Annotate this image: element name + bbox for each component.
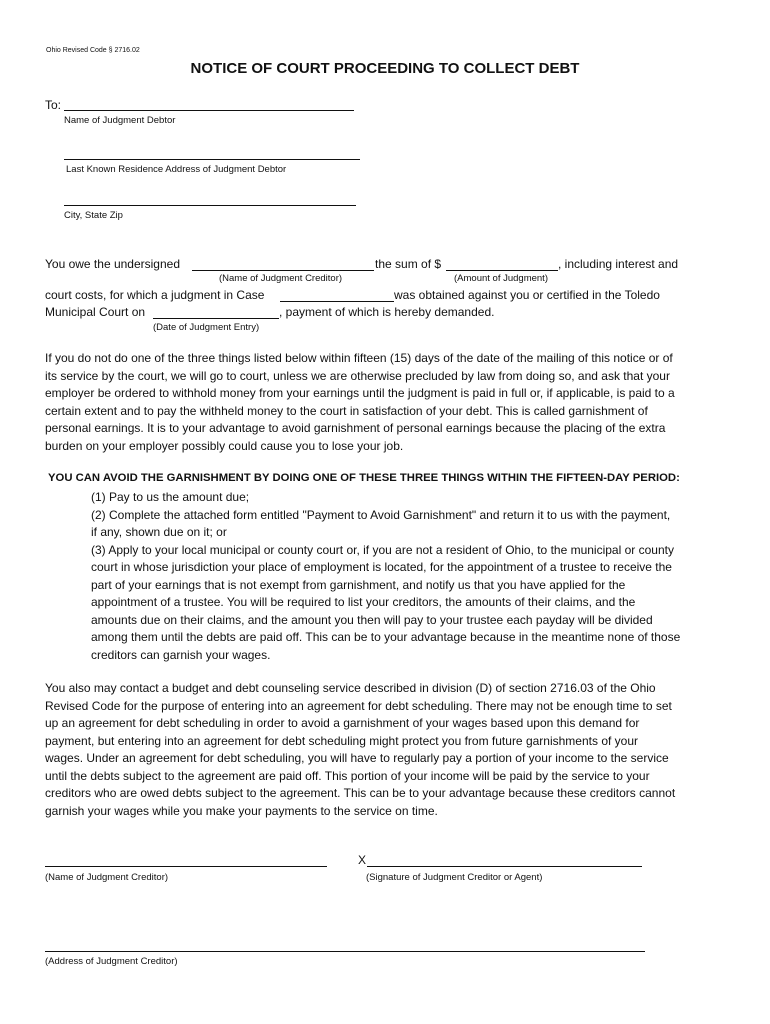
owe-line2-b: was obtained against you or certified in the Toledo [394,288,660,302]
paragraph-line: its service by the court, we will go to court, unless we are otherwise precluded by law from doing so, and ask that your [45,368,670,383]
option-line: appointment of a trustee. You will be required to list your creditors, the amounts of their claims, and the [91,595,636,609]
judgment-date-line[interactable] [153,318,279,319]
creditor-address-caption: (Address of Judgment Creditor) [45,956,178,967]
paragraph-line: wages. Under an agreement for debt scheduling, you will have to regularly pay a portion of your income to the service [45,751,669,765]
debtor-city-caption: City, State Zip [64,210,123,221]
signature-x-mark: X [358,853,367,867]
creditor-name-caption: (Name of Judgment Creditor) [219,273,343,284]
case-number-line[interactable] [280,301,394,302]
avoid-garnishment-heading: YOU CAN AVOID THE GARNISHMENT BY DOING ONE OF THESE THREE THINGS WITHIN THE FIFTEEN-DAY PERIOD: [48,472,680,484]
paragraph-line: creditors who are owed debts subject to the agreement. This can be to your advantage because these creditors cannot [45,786,676,800]
paragraph-line: employer be ordered to withhold money from your earnings until the judgment is paid in full or, if applicable, is paid to a [45,386,675,400]
amount-caption: (Amount of Judgment) [454,273,548,284]
owe-line3-b: , payment of which is hereby demanded. [279,305,495,319]
paragraph-line: payment, but entering into an agreement for debt scheduling might protect you from future garnishments of your [45,733,638,748]
creditor-name-signature-line[interactable] [45,866,327,867]
warning-paragraph [45,350,675,455]
paragraph-line: until the debts subject to the agreement are paid off. This portion of your income will be paid by the service to your [45,768,650,783]
page-title: NOTICE OF COURT PROCEEDING TO COLLECT DEBT [190,60,580,77]
owe-sum-of: the sum of $ [375,257,442,271]
judgment-date-caption: (Date of Judgment Entry) [153,322,260,333]
options-list [91,489,680,664]
option-line: (2) Complete the attached form entitled "Payment to Avoid Garnishment" and return it to us with the payment, [91,507,671,522]
paragraph-line: certain extent and to pay the withheld money to the court in satisfaction of your debt. This is called garnishment of [45,403,648,418]
option-line: court in whose jurisdiction your place of employment is located, for the appointment of a trustee to receive the [91,560,672,574]
debtor-address-line[interactable] [64,159,360,160]
option-line: amounts due on their claims, and the amount you then will pay to your trustee each payday will be divided [91,612,653,627]
creditor-name-signature-caption: (Name of Judgment Creditor) [45,872,169,883]
debtor-city-line[interactable] [64,205,356,206]
creditor-name-line[interactable] [192,270,374,271]
option-line: (1) Pay to us the amount due; [91,490,250,504]
option-line: among them until the debts are paid off. This can be to your advantage because in the meantime none of those [91,630,681,644]
statute-reference: Ohio Revised Code § 2716.02 [46,47,140,54]
debtor-name-caption: Name of Judgment Debtor [64,115,176,126]
option-line: part of your earnings that is not exempt from garnishment, and notify us that you have applied for the [91,577,626,592]
option-line: (3) Apply to your local municipal or county court or, if you are not a resident of Ohio, to the municipal or county [91,542,674,557]
paragraph-line: If you do not do one of the three things listed below within fifteen (15) days of the date of the mailing of this notice or of [45,351,673,365]
creditor-address-line[interactable] [45,951,645,952]
amount-line[interactable] [446,270,558,271]
paragraph-line: up an agreement for debt scheduling in order to avoid a garnishment of your wages based upon this demand for [45,716,640,730]
owe-suffix: , including interest and [558,257,679,271]
owe-line2-a: court costs, for which a judgment in Case [45,288,265,302]
counseling-paragraph [45,680,675,820]
signature-caption: (Signature of Judgment Creditor or Agent) [366,872,543,883]
paragraph-line: garnish your wages while you make your payments to the service on time. [45,803,438,818]
paragraph-line: burden on your employer possibly could cause you to lose your job. [45,438,404,453]
paragraph-line: personal earnings. It is to your advantage to avoid garnishment of personal earnings because the placing of the extra [45,421,666,435]
debtor-address-caption: Last Known Residence Address of Judgment Debtor [66,164,287,175]
owe-line3-a: Municipal Court on [45,305,146,319]
option-line: if any, shown due on it; or [91,525,227,539]
owe-prefix: You owe the undersigned [45,257,180,271]
to-label: To: [45,98,62,112]
debtor-name-line[interactable] [64,110,354,111]
option-line: creditors can garnish your wages. [91,647,271,662]
signature-line[interactable] [367,866,642,867]
paragraph-line: You also may contact a budget and debt counseling service described in division (D) of section 2716.03 of the Ohio [45,681,656,695]
paragraph-line: Revised Code for the purpose of entering into an agreement for debt scheduling. There may not be enough time to set [45,698,672,713]
